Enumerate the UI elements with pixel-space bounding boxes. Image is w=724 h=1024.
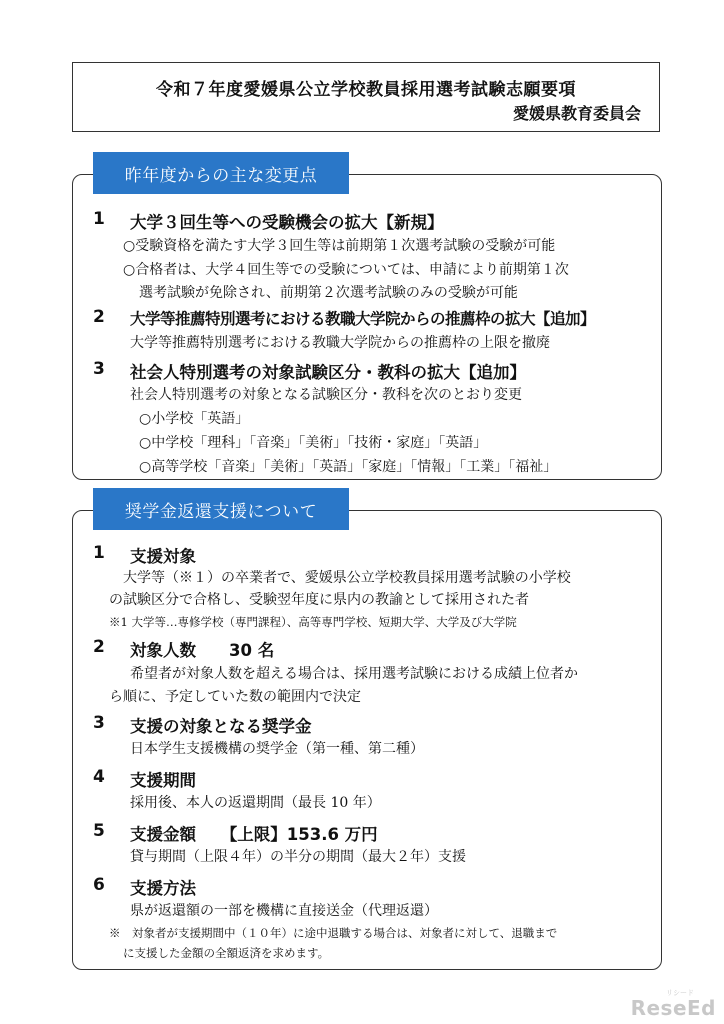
item-number: 2 [93, 307, 105, 327]
item-text: 採用後、本人の返還期間（最長 10 年） [130, 795, 381, 811]
item-text: 大学等（※１）の卒業者で、愛媛県公立学校教員採用選考試験の小学校 [123, 570, 571, 586]
scholarship-section [72, 501, 662, 970]
item-text: 希望者が対象人数を超える場合は、採用選考試験における成績上位者か [130, 666, 578, 682]
notice-text: ※ 対象者が支援期間中（１０年）に途中退職する場合は、対象者に対して、退職まで [109, 926, 558, 940]
item-heading: 支援期間 [130, 771, 196, 790]
item-number: 4 [93, 767, 105, 787]
item-text: 選考試験が免除され、前期第２次選考試験のみの受験が可能 [139, 285, 518, 301]
item-heading: 大学等推薦特別選考における教職大学院からの推薦枠の拡大【追加】 [130, 310, 596, 328]
item-heading: 大学３回生等への受験機会の拡大【新規】 [130, 213, 444, 232]
changes-section [72, 165, 662, 480]
watermark-logo: ReseEd [630, 996, 716, 1020]
item-text: ○中学校「理科」「音楽」「美術」「技術・家庭」「英語」 [139, 435, 488, 451]
item-heading: 社会人特別選考の対象試験区分・教科の拡大【追加】 [130, 363, 526, 382]
item-text: ○受験資格を満たす大学３回生等は前期第１次選考試験の受験が可能 [123, 238, 556, 254]
item-text: の試験区分で合格し、受験翌年度に県内の教諭として採用された者 [109, 592, 529, 608]
item-number: 5 [93, 821, 105, 841]
notice-text: に支援した金額の全額返済を求めます。 [123, 946, 330, 960]
item-heading: 対象人数 30 名 [130, 641, 275, 660]
watermark-ruby: リシード [666, 989, 694, 997]
title-box [72, 62, 660, 132]
item-text: 社会人特別選考の対象となる試験区分・教科を次のとおり変更 [130, 387, 522, 403]
footnote: ※1 大学等…専修学校（専門課程）、高等専門学校、短期大学、大学及び大学院 [109, 615, 517, 629]
document-title: 令和７年度愛媛県公立学校教員採用選考試験志願要項 [156, 80, 576, 100]
item-text: ○小学校「英語」 [139, 411, 250, 427]
item-number: 1 [93, 209, 105, 229]
changes-banner: 昨年度からの主な変更点 [93, 152, 349, 194]
item-text: ○合格者は、大学４回生等での受験については、申請により前期第１次 [123, 262, 569, 278]
item-number: 6 [93, 875, 105, 895]
item-number: 1 [93, 543, 105, 563]
item-text: 貸与期間（上限４年）の半分の期間（最大２年）支援 [130, 849, 466, 865]
item-number: 3 [93, 359, 105, 379]
item-text: 県が返還額の一部を機構に直接送金（代理返還） [130, 903, 438, 919]
item-heading: 支援金額 【上限】153.6 万円 [130, 825, 378, 844]
item-heading: 支援対象 [130, 547, 196, 566]
item-heading: 支援の対象となる奨学金 [130, 717, 312, 736]
issuing-organization: 愛媛県教育委員会 [512, 104, 641, 123]
item-number: 3 [93, 713, 105, 733]
item-number: 2 [93, 637, 105, 657]
item-text: 大学等推薦特別選考における教職大学院からの推薦枠の上限を撤廃 [130, 335, 550, 351]
item-text: ら順に、予定していた数の範囲内で決定 [109, 689, 361, 705]
item-text: ○高等学校「音楽」「美術」「英語」「家庭」「情報」「工業」「福祉」 [139, 459, 558, 475]
item-text: 日本学生支援機構の奨学金（第一種、第二種） [130, 741, 424, 757]
item-heading: 支援方法 [130, 879, 196, 898]
scholarship-banner: 奨学金返還支援について [93, 488, 349, 530]
